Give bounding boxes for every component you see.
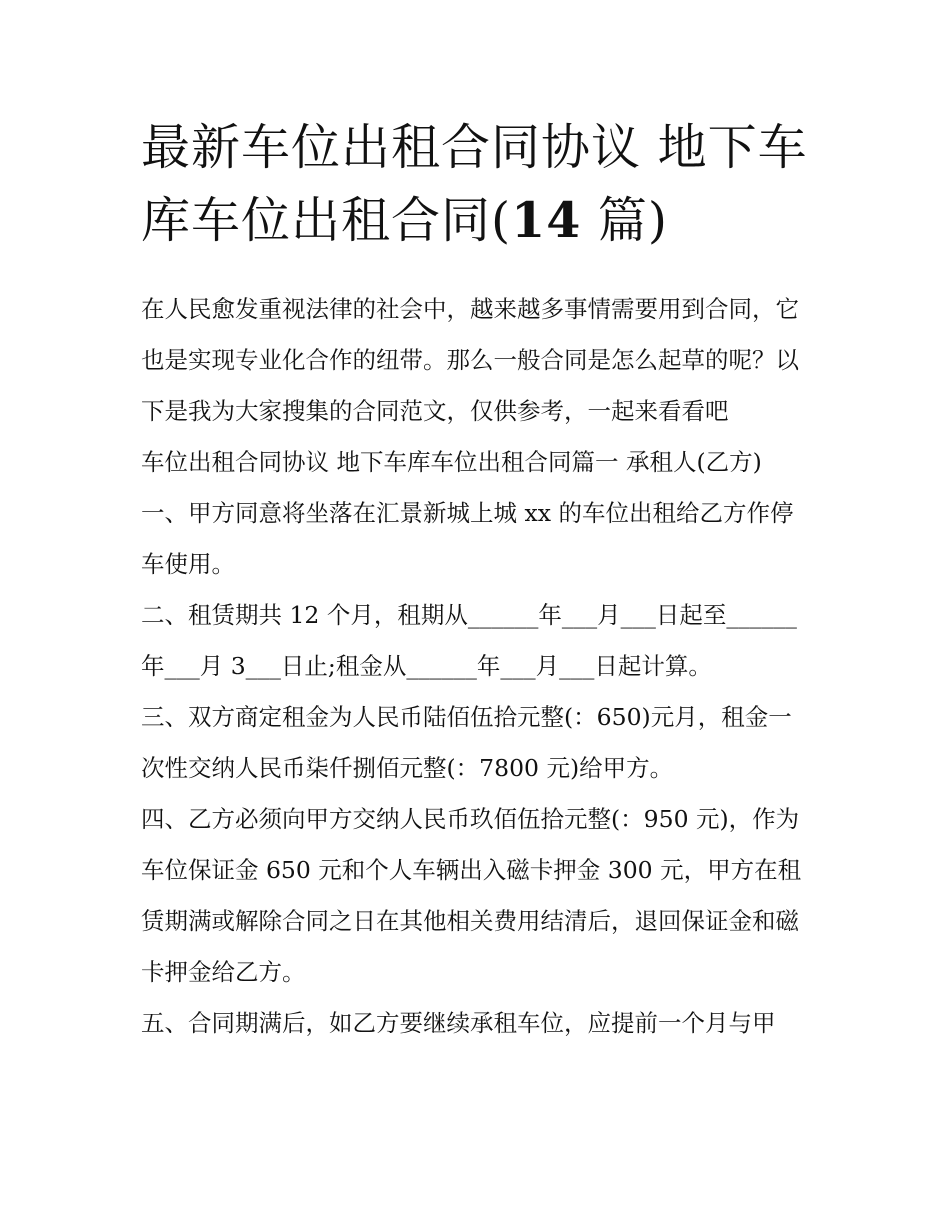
- document-body: [141, 284, 813, 1049]
- title-count: 14: [511, 191, 582, 249]
- clause-5: 五、合同期满后，如乙方要继续承租车位，应提前一个月与甲: [141, 1009, 776, 1037]
- clause-4: 四、乙方必须向甲方交纳人民币玖佰伍拾元整(：950 元)，作为车位保证金 650 元和个人车辆出入磁卡押金 300 元，甲方在租赁期满或解除合同之日在其他相关费用结清后，退回保证金和磁卡押金给乙方。: [141, 805, 802, 986]
- section-heading: 车位出租合同协议 地下车库车位出租合同篇一 承租人(乙方): [141, 448, 762, 476]
- intro-paragraph: 在人民愈发重视法律的社会中，越来越多事情需要用到合同，它也是实现专业化合作的纽带。那么一般合同是怎么起草的呢？以下是我为大家搜集的合同范文，仅供参考，一起来看看吧: [141, 295, 799, 425]
- document-title: [141, 112, 813, 257]
- clause-3: 三、双方商定租金为人民币陆佰伍拾元整(：650)元月，租金一次性交纳人民币柒仟捌佰元整(：7800 元)给甲方。: [141, 703, 792, 782]
- title-text-part1: 最新车位出租合同协议 地下车库车位出租合同(: [141, 119, 808, 249]
- clause-2: 二、租赁期共 12 个月，租期从______年___月___日起至______年___月 3___日止;租金从______年___月___日起计算。: [141, 601, 797, 680]
- document-page: [141, 112, 813, 1049]
- clause-1: 一、甲方同意将坐落在汇景新城上城 xx 的车位出租给乙方作停车使用。: [141, 499, 794, 578]
- title-text-part2: 篇): [581, 192, 669, 249]
